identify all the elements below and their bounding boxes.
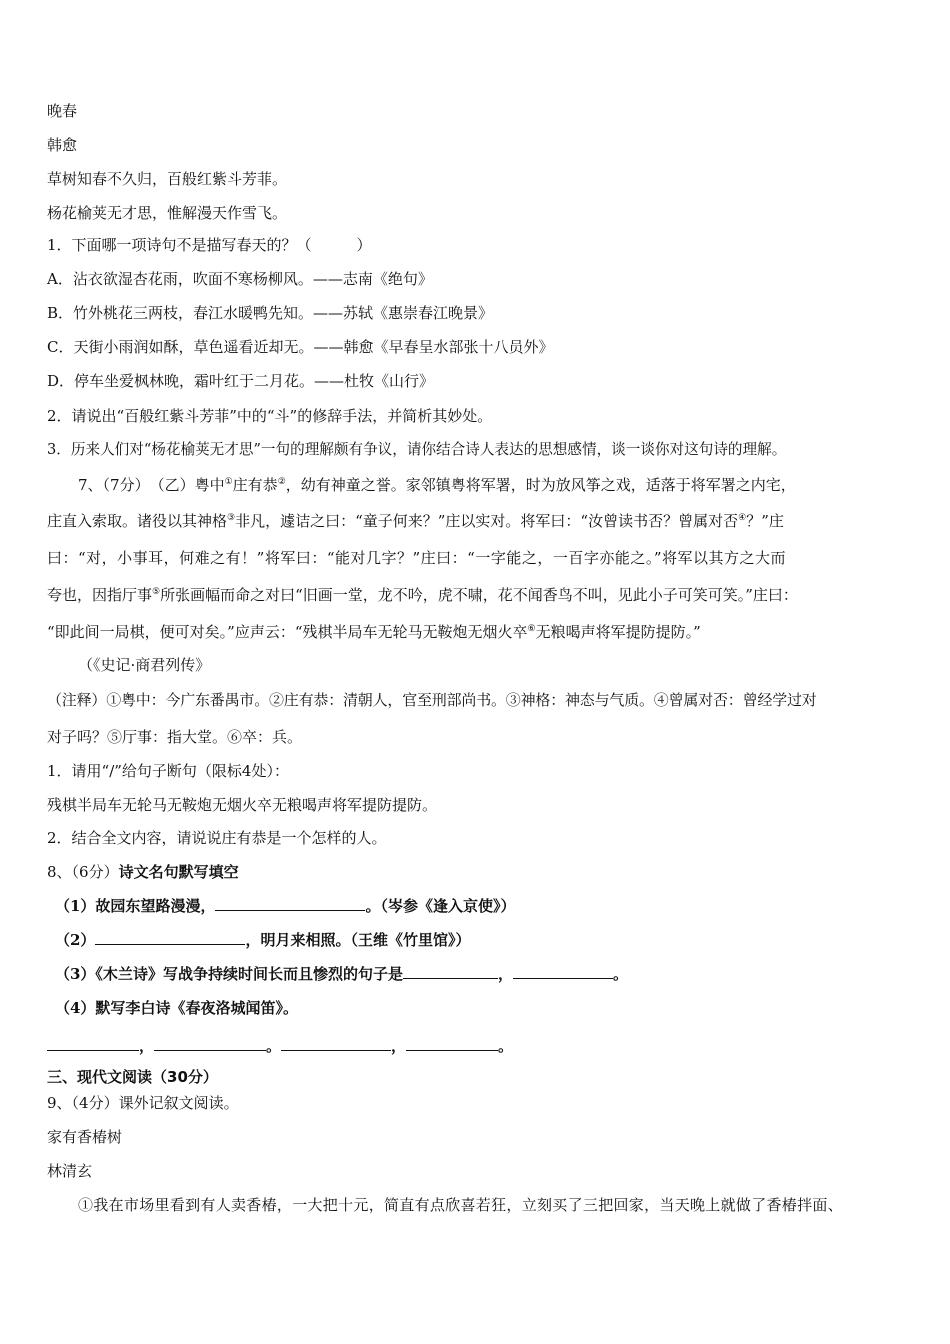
- section-3-title: 三、现代文阅读（30分）: [47, 1068, 218, 1086]
- poem-author: 韩愈: [47, 136, 78, 154]
- q7-question-1: 1．请用“/”给句子断句（限标4处）：: [47, 762, 289, 780]
- q9-heading: 9、（4分）课外记叙文阅读。: [47, 1094, 239, 1112]
- q7-paragraph-line-4: 夸也，因指厅事⑤所张画幅而命之对曰“旧画一堂，龙不吟，虎不啸，花不闻香鸟不叫，见此小子可笑可笑。”庄曰：: [47, 586, 798, 604]
- q6-question-2: 2．请说出“百般红紫斗芳菲”中的“斗”的修辞手法，并简析其妙处。: [47, 407, 493, 425]
- q8-item-1: （1）故园东望路漫漫， 。（岑参《逢入京使》）: [55, 897, 516, 915]
- q7-source: （《史记·商君列传》: [78, 656, 211, 674]
- q8-item-4: （4）默写李白诗《春夜洛城闻笛》。: [55, 999, 298, 1017]
- article-paragraph-1: ①我在市场里看到有人卖香椿，一大把十元，简直有点欣喜若狂，立刻买了三把回家，当天晚上就做了香椿拌面、: [78, 1196, 844, 1214]
- q7-notes-line-1: （注释）①粤中：今广东番禺市。②庄有恭：清朝人，官至刑部尚书。③神格：神态与气质。④曾属对否：曾经学过对: [47, 691, 817, 709]
- poem-line-1: 草树知春不久归，百般红紫斗芳菲。: [47, 170, 288, 188]
- poem-line-2: 杨花榆荚无才思，惟解漫天作雪飞。: [47, 204, 288, 222]
- q6-option-d: D．停车坐爱枫林晚，霜叶红于二月花。——杜牧《山行》: [47, 372, 435, 390]
- q7-paragraph-line-2: 庄直入索取。诸役以其神格③非凡，遽诘之曰：“童子何来？”庄以实对。将军曰：“汝曾读书否？曾属对否④？”庄: [47, 512, 784, 530]
- answer-blank[interactable]: [281, 1036, 391, 1051]
- answer-blank[interactable]: [403, 964, 498, 979]
- q8-answer-line: ， 。 ， 。: [47, 1036, 513, 1056]
- answer-blank[interactable]: [154, 1036, 266, 1051]
- answer-blank[interactable]: [406, 1036, 498, 1051]
- answer-blank[interactable]: [215, 896, 365, 911]
- q8-item-3: （3）《木兰诗》写战争持续时间长而且惨烈的句子是 ， 。: [55, 965, 628, 983]
- q6-question-1: 1．下面哪一项诗句不是描写春天的？（ ）: [47, 236, 372, 254]
- q7-notes-line-2: 对子吗？⑤厅事：指大堂。⑥卒：兵。: [47, 728, 303, 746]
- q7-question-1-text: 残棋半局车无轮马无鞍炮无烟火卒无粮喝声将军提防提防。: [47, 796, 438, 814]
- q7-paragraph-line-3: 曰：“对，小事耳，何难之有！”将军曰：“能对几字？”庄曰：“一字能之，一百字亦能之。”将军以其方之大而: [47, 549, 787, 567]
- q8-item-2: （2） ，明月来相照。（王维《竹里馆》）: [55, 931, 471, 949]
- q7-paragraph-line-1: 7、（7分） （乙）粤中①庄有恭②，幼有神童之誉。家邻镇粤将军署，时为放风筝之戏，适落于将军署之内宅，: [78, 476, 796, 494]
- article-author: 林清玄: [47, 1162, 93, 1180]
- answer-blank[interactable]: [47, 1036, 139, 1051]
- answer-blank[interactable]: [513, 964, 613, 979]
- q8-heading: 8、（6分）诗文名句默写填空: [47, 863, 239, 881]
- q7-question-2: 2．结合全文内容，请说说庄有恭是一个怎样的人。: [47, 829, 387, 847]
- q6-option-b: B．竹外桃花三两枝，春江水暖鸭先知。——苏轼《惠崇春江晚景》: [47, 304, 494, 322]
- q6-option-a: A．沾衣欲湿杏花雨，吹面不寒杨柳风。——志南《绝句》: [47, 270, 433, 288]
- q7-paragraph-line-5: “即此间一局棋，便可对矣。”应声云：“残棋半局车无轮马无鞍炮无烟火卒⑥无粮喝声将军提防提防。”: [47, 623, 701, 641]
- q6-question-3: 3．历来人们对“杨花榆荚无才思”一句的理解颇有争议，请你结合诗人表达的思想感情，谈一谈你对这句诗的理解。: [47, 441, 787, 458]
- poem-title: 晚春: [47, 102, 78, 120]
- answer-blank[interactable]: [95, 930, 245, 945]
- article-title: 家有香椿树: [47, 1128, 123, 1146]
- q6-option-c: C．天街小雨润如酥，草色遥看近却无。——韩愈《早春呈水部张十八员外》: [47, 338, 554, 356]
